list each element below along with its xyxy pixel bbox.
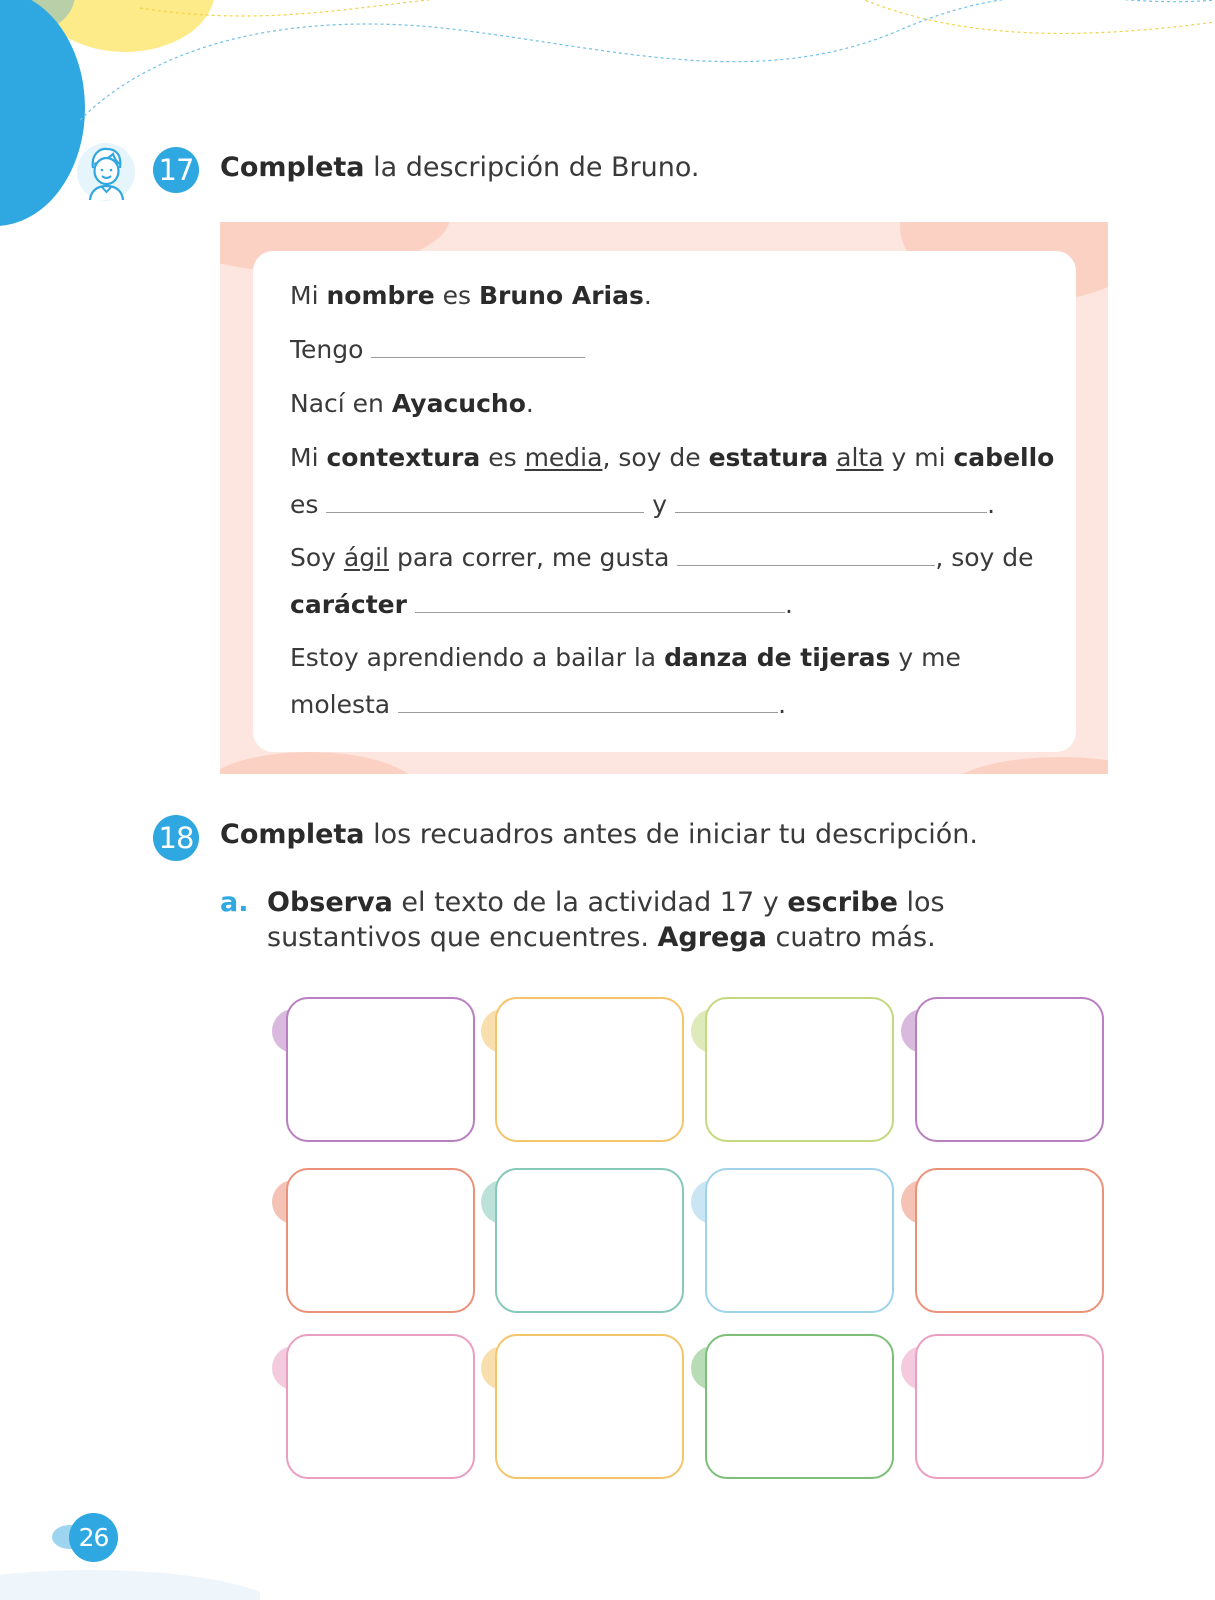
text: y: [644, 490, 676, 519]
text-bold: Observa: [267, 887, 393, 918]
text: Nací en: [290, 389, 392, 418]
activity-number-badge: 17: [153, 147, 199, 193]
fill-in-blank-character[interactable]: [415, 592, 785, 613]
text: es: [480, 443, 525, 472]
text-bold: danza de tijeras: [664, 643, 891, 672]
activity-18-instruction: [220, 819, 978, 850]
answer-box-field[interactable]: [495, 997, 684, 1142]
answer-box[interactable]: [692, 1334, 902, 1486]
fill-in-blank-hair-2[interactable]: [675, 492, 987, 513]
line-likes: [290, 543, 1034, 572]
text: Estoy aprendiendo a bailar la: [290, 643, 665, 672]
answer-box-field[interactable]: [495, 1168, 684, 1313]
text-underlined: media: [524, 443, 603, 472]
text-bold: Ayacucho: [391, 389, 526, 418]
answer-box-field[interactable]: [915, 997, 1104, 1142]
answer-box[interactable]: [902, 997, 1112, 1149]
description-card: [253, 251, 1076, 752]
text: los sustantivos que encuentres.: [267, 887, 945, 953]
bottom-decoration: [0, 1540, 260, 1600]
text: , soy de: [935, 543, 1034, 572]
text: Soy: [290, 543, 344, 572]
answer-box[interactable]: [902, 1334, 1112, 1486]
dashed-wave-yellow: [140, 0, 1215, 33]
line-character: [290, 590, 793, 619]
text: [828, 443, 836, 472]
text: .: [778, 690, 787, 719]
answer-box-field[interactable]: [495, 1334, 684, 1479]
line-annoyance: [290, 690, 786, 719]
text: y me: [890, 643, 961, 672]
instruction-text: la descripción de Bruno.: [364, 152, 700, 183]
line-dance: [290, 643, 961, 672]
panel-blob: [940, 757, 1108, 774]
answer-box[interactable]: [902, 1168, 1112, 1320]
dashed-wave-blue: [80, 0, 1215, 120]
line-hair: [290, 490, 995, 519]
text: el texto de la actividad 17 y: [392, 887, 788, 918]
bottom-blob: [0, 1570, 260, 1600]
fill-in-blank-likes[interactable]: [677, 545, 935, 566]
text: .: [784, 590, 793, 619]
answer-box-field[interactable]: [915, 1168, 1104, 1313]
description-panel: [220, 222, 1108, 774]
line-physique: [290, 443, 1054, 472]
answer-box[interactable]: [273, 997, 483, 1149]
answer-box[interactable]: [273, 1168, 483, 1320]
text-bold: escribe: [787, 887, 898, 918]
answer-box[interactable]: [482, 1334, 692, 1486]
text: Tengo: [290, 335, 372, 364]
text-bold: carácter: [290, 590, 407, 619]
text: es: [290, 490, 327, 519]
text-underlined: ágil: [343, 543, 389, 572]
panel-blob: [220, 752, 420, 774]
activity-number-badge: 18: [153, 815, 199, 861]
line-name: [290, 281, 652, 310]
text: molesta: [290, 690, 399, 719]
answer-box-field[interactable]: [286, 1168, 475, 1313]
answer-box-field[interactable]: [705, 997, 894, 1142]
text-bold: Bruno Arias: [478, 281, 644, 310]
answer-box[interactable]: [482, 997, 692, 1149]
line-age: [290, 335, 585, 364]
activity-17-instruction: [220, 152, 700, 183]
answer-box[interactable]: [692, 997, 902, 1149]
answer-box-field[interactable]: [705, 1334, 894, 1479]
answer-box-field[interactable]: [705, 1168, 894, 1313]
instruction-verb: Completa: [220, 819, 365, 850]
text: , soy de: [602, 443, 709, 472]
text: cuatro más.: [766, 922, 936, 953]
sub-activity-letter: a.: [220, 887, 249, 918]
text: .: [987, 490, 996, 519]
text-underlined: alta: [836, 443, 884, 472]
text-bold: contextura: [326, 443, 481, 472]
text: es: [434, 281, 479, 310]
answer-box-field[interactable]: [286, 1334, 475, 1479]
instruction-text: los recuadros antes de iniciar tu descripción.: [364, 819, 978, 850]
instruction-verb: Completa: [220, 152, 365, 183]
text: y mi: [883, 443, 954, 472]
answer-box-field[interactable]: [286, 997, 475, 1142]
text: para correr, me gusta: [389, 543, 678, 572]
answer-box[interactable]: [692, 1168, 902, 1320]
page-number: 26: [69, 1513, 118, 1562]
answer-box[interactable]: [482, 1168, 692, 1320]
text-bold: cabello: [953, 443, 1055, 472]
answer-box-field[interactable]: [915, 1334, 1104, 1479]
background-decoration: [0, 0, 1215, 260]
text: Mi: [290, 281, 327, 310]
line-birthplace: [290, 389, 534, 418]
text: Mi: [290, 443, 327, 472]
fill-in-blank-hair-1[interactable]: [326, 492, 644, 513]
sub-activity-instruction: [267, 885, 1107, 955]
text-bold: estatura: [708, 443, 829, 472]
text-bold: nombre: [326, 281, 435, 310]
fill-in-blank-age[interactable]: [371, 337, 585, 358]
text: .: [525, 389, 534, 418]
answer-box[interactable]: [273, 1334, 483, 1486]
text: .: [643, 281, 652, 310]
fill-in-blank-annoyance[interactable]: [398, 692, 778, 713]
text-bold: Agrega: [657, 922, 767, 953]
student-avatar-icon: [76, 142, 136, 202]
